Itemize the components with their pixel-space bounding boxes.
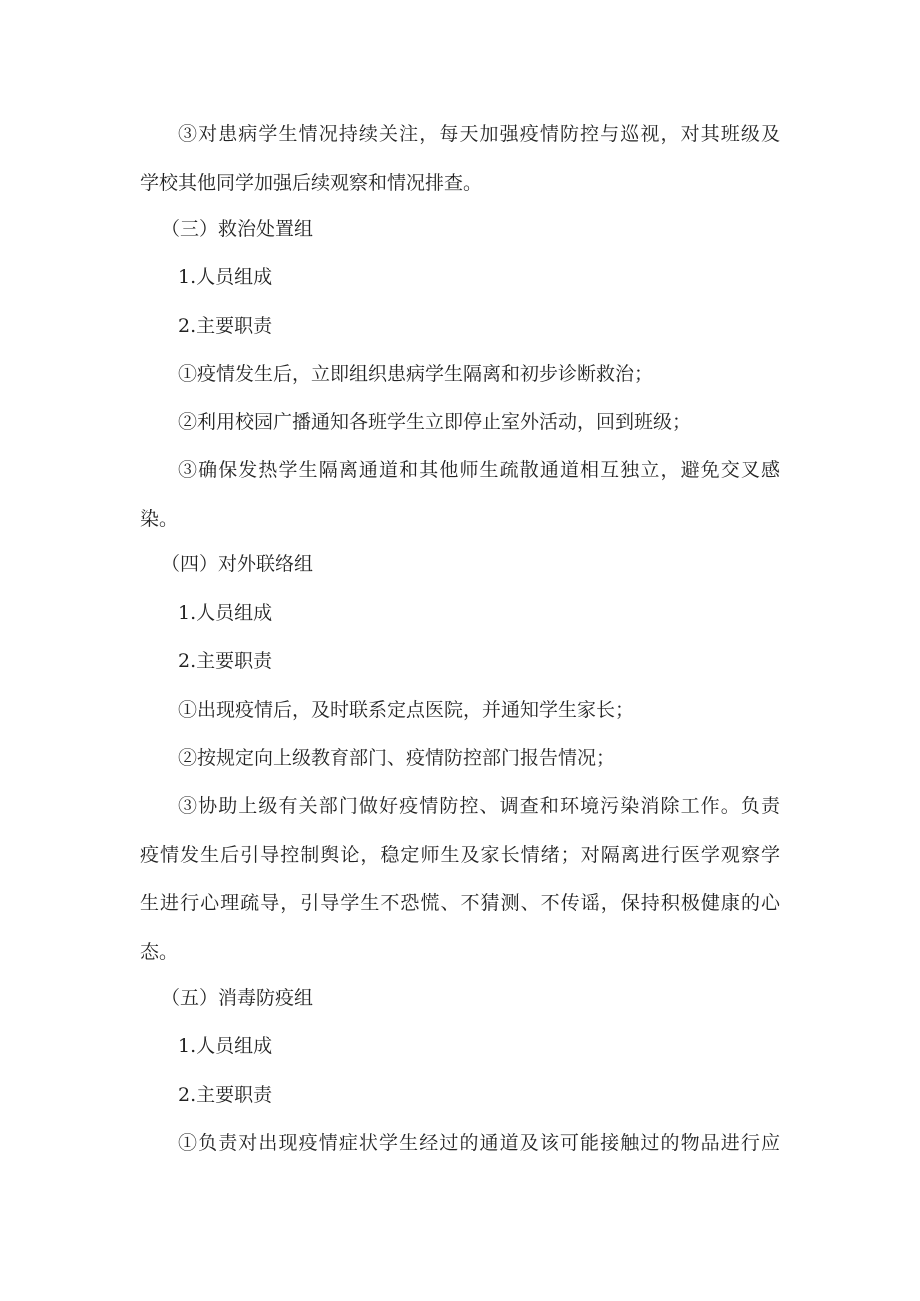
paragraph-line: ①出现疫情后，及时联系定点医院，并通知学生家长； [178, 699, 635, 721]
paragraph-line: ②利用校园广播通知各班学生立即停止室外活动，回到班级； [178, 411, 692, 433]
subheading: 1.人员组成 [178, 266, 273, 288]
paragraph-line: 生进行心理疏导，引导学生不恐慌、不猜测、不传谣，保持积极健康的心 [140, 892, 780, 914]
paragraph-line: 态。 [140, 941, 179, 963]
paragraph-line: 疫情发生后引导控制舆论，稳定师生及家长情绪；对隔离进行医学观察学 [140, 844, 780, 866]
subheading: 2.主要职责 [178, 315, 273, 337]
paragraph-line: ③协助上级有关部门做好疫情防控、调查和环境污染消除工作。负责 [178, 795, 780, 817]
paragraph-line: ②按规定向上级教育部门、疫情防控部门报告情况； [178, 747, 616, 769]
paragraph-line: ③对患病学生情况持续关注，每天加强疫情防控与巡视，对其班级及 [178, 123, 780, 145]
paragraph-line: 染。 [140, 508, 179, 530]
paragraph-line: ①疫情发生后，立即组织患病学生隔离和初步诊断救治； [178, 363, 654, 385]
paragraph-line: 学校其他同学加强后续观察和情况排查。 [140, 172, 483, 194]
subheading: 1.人员组成 [178, 602, 273, 624]
section-heading: （五）消毒防疫组 [161, 987, 314, 1009]
paragraph-line: ①负责对出现疫情症状学生经过的通道及该可能接触过的物品进行应 [178, 1132, 780, 1154]
section-heading: （三）救治处置组 [161, 218, 314, 240]
paragraph-line: ③确保发热学生隔离通道和其他师生疏散通道相互独立，避免交叉感 [178, 459, 780, 481]
section-heading: （四）对外联络组 [161, 553, 314, 575]
subheading: 2.主要职责 [178, 1084, 273, 1106]
subheading: 1.人员组成 [178, 1035, 273, 1057]
subheading: 2.主要职责 [178, 650, 273, 672]
